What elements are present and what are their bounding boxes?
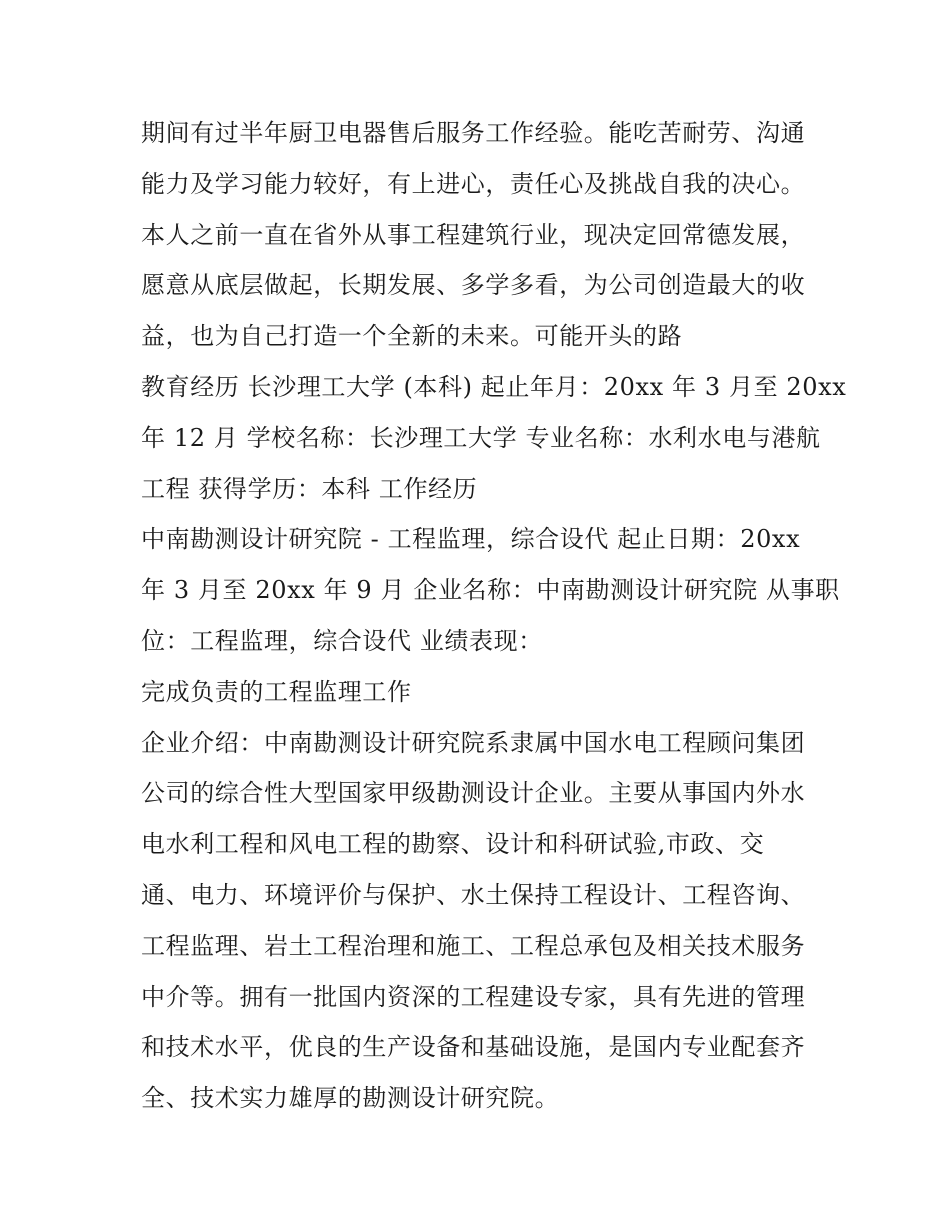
text-line: 中介等。拥有一批国内资深的工程建设专家，具有先进的管理 bbox=[141, 982, 806, 1011]
text-line: 和技术水平，优良的生产设备和基础设施，是国内专业配套齐 bbox=[141, 1033, 806, 1062]
text-line: 工程 获得学历：本科 工作经历 bbox=[141, 474, 478, 503]
text-line: 位：工程监理，综合设代 业绩表现： bbox=[141, 626, 543, 655]
text-line: 全、技术实力雄厚的勘测设计研究院。 bbox=[141, 1084, 560, 1113]
text-line: 年 12 月 学校名称：长沙理工大学 专业名称：水利水电与港航 bbox=[141, 423, 821, 452]
text-line: 公司的综合性大型国家甲级勘测设计企业。主要从事国内外水 bbox=[141, 779, 806, 808]
document-body bbox=[141, 108, 847, 1124]
text-line: 期间有过半年厨卫电器售后服务工作经验。能吃苦耐劳、沟通 bbox=[141, 119, 806, 147]
text-line: 通、电力、环境评价与保护、水土保持工程设计、工程咨询、 bbox=[141, 880, 806, 909]
text-line: 愿意从底层做起，长期发展、多学多看，为公司创造最大的收 bbox=[141, 271, 806, 300]
text-line: 本人之前一直在省外从事工程建筑行业，现决定回常德发展， bbox=[141, 220, 806, 249]
text-line: 教育经历 长沙理工大学 (本科) 起止年月：20xx 年 3 月至 20xx bbox=[141, 372, 847, 401]
text-line: 完成负责的工程监理工作 bbox=[141, 677, 412, 706]
text-line: 年 3 月至 20xx 年 9 月 企业名称：中南勘测设计研究院 从事职 bbox=[141, 576, 840, 605]
text-line: 益，也为自己打造一个全新的未来。可能开头的路 bbox=[141, 322, 683, 351]
text-line: 电水利工程和风电工程的勘察、设计和科研试验,市政、交 bbox=[141, 830, 765, 859]
text-line: 能力及学习能力较好，有上进心，责任心及挑战自我的决心。 bbox=[141, 169, 806, 198]
text-line: 企业介绍：中南勘测设计研究院系隶属中国水电工程顾问集团 bbox=[141, 728, 806, 757]
text-line: 中南勘测设计研究院 - 工程监理，综合设代 起止日期：20xx bbox=[141, 525, 801, 554]
text-line: 工程监理、岩土工程治理和施工、工程总承包及相关技术服务 bbox=[141, 931, 806, 960]
